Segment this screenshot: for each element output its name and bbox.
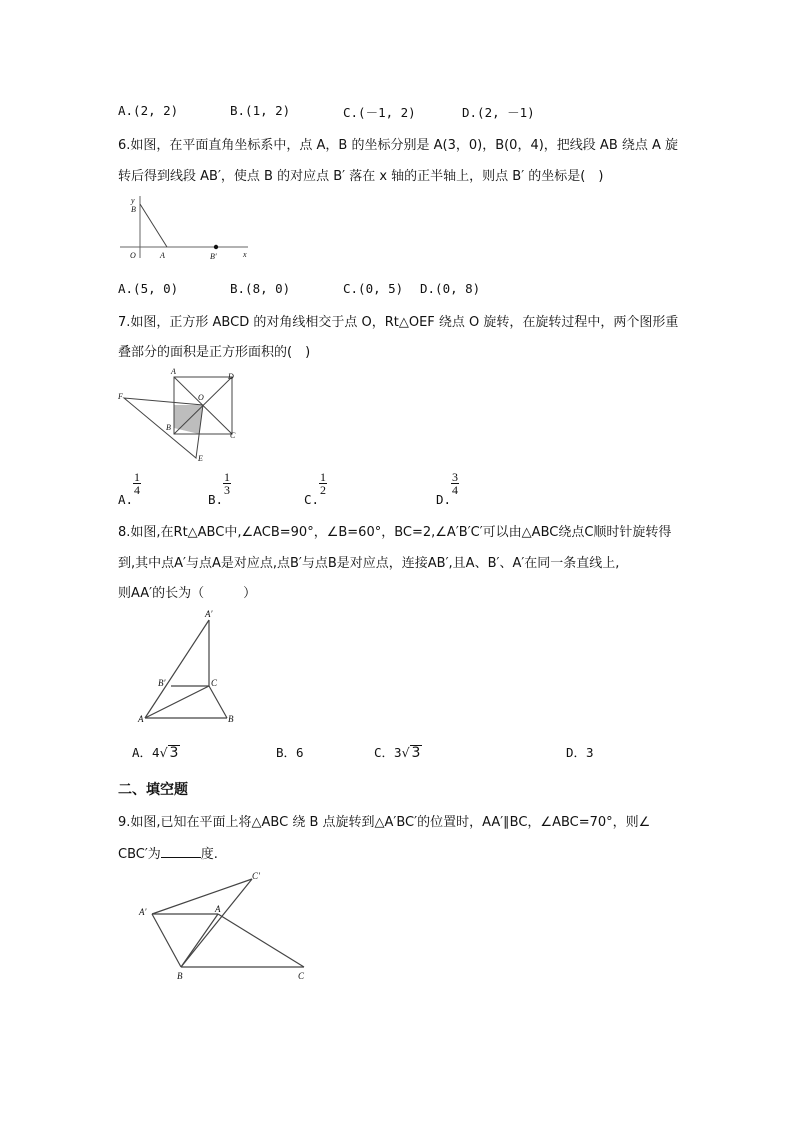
q8-label-a: A [138,714,144,724]
q9-segment-a-c [218,914,304,967]
q9-segment-aprime-cprime [152,879,252,914]
q7-option-b-fraction: $\frac{1}{3}$ [224,470,230,497]
q7-text-line1: 7.如图，正方形 ABCD 的对角线相交于点 O，Rt△OEF 绕点 O 旋转，在旋转过程中，两个图形重 [118,315,679,330]
q6-label-a: A [160,251,165,260]
q7-option-a-letter: A. [118,492,134,507]
q6-label-bprime: B′ [210,252,217,261]
q8-segment-a-aprime [145,620,209,718]
q7-text-line2: 叠部分的面积是正方形面积的( ) [118,345,311,360]
q6-segment-ab [140,204,167,247]
q7-label-c: C [230,431,236,440]
q8-segment-c-b [209,686,227,718]
section-title-fill-in: 二、填空题 [118,782,188,798]
q7-option-c-fraction: $\frac{1}{2}$ [320,470,326,497]
q6-label-o: O [130,251,136,260]
q7-diagonal-ac [174,377,232,434]
q7-square-abcd [174,377,232,434]
q7-triangle-oef [124,398,203,458]
q8-label-aprime: A′ [205,609,213,619]
q6-text-line1: 6.如图，在平面直角坐标系中，点 A，B 的坐标分别是 A(3，0)，B(0，4)，把线段 AB 绕点 A 旋 [118,138,679,153]
q7-option-d-letter: D. [436,492,452,507]
q8-text-line2: 到,其中点A′与点A是对应点,点B′与点B是对应点，连接AB′,且A、B′、A′在同一条直线上, [118,556,620,571]
q8-label-bprime: B′ [158,678,166,688]
q9-label-b: B [177,971,183,981]
q7-label-o: O [198,393,204,402]
q5-option-c: C.(－1, 2) [343,105,416,120]
q8-text-line1: 8.如图,在Rt△ABC中,∠ACB=90°，∠B=60°，BC=2,∠A′B′C′可以由△ABC绕点C顺时针旋转得 [118,525,672,540]
q7-label-f: F [118,392,123,401]
q9-answer-blank[interactable] [161,845,201,858]
q7-diagonal-bd [174,377,232,434]
q8-label-b: B [228,714,234,724]
q6-option-d: D.(0, 8) [420,281,481,296]
q7-option-c-letter: C. [304,492,320,507]
q9-segment-aprime-b [152,914,181,967]
q8-segment-a-c [145,686,209,718]
q9-label-cprime: C′ [252,871,260,881]
q8-text-line3: 则AA′的长为（ ） [118,586,257,601]
q7-label-e: E [198,454,203,463]
q8-option-c: C．3√ 3 [374,745,421,761]
q6-text-line2: 转后得到线段 AB′，使点 B 的对应点 B′ 落在 x 轴的正半轴上，则点 B′ 的坐标是( ) [118,169,604,184]
q5-option-d: D.(2, －1) [462,105,535,120]
q5-option-b: B.(1, 2) [230,103,291,118]
q7-label-a: A [171,367,176,376]
q9-label-aprime: A′ [139,907,147,917]
q7-option-b-letter: B. [208,492,224,507]
q8-option-a: A．4√ 3 [132,745,179,761]
q7-label-d: D [228,372,234,381]
q9-label-a: A [215,904,221,914]
q6-point-bprime [214,245,218,249]
q7-overlap-shade [174,405,203,434]
q9-segment-cprime-b [181,879,252,967]
q9-text-line1: 9.如图,已知在平面上将△ABC 绕 B 点旋转到△A′BC′的位置时，AA′∥BC，∠ABC=70°，则∠ [118,815,651,830]
q8-label-c: C [211,678,218,688]
q8-option-d: D．3 [566,745,594,760]
q6-option-b: B.(8, 0) [230,281,291,296]
q6-option-a: A.(5, 0) [118,281,179,296]
q6-label-y: y [131,196,135,205]
q6-label-b: B [131,205,136,214]
q6-option-c: C.(0, 5) [343,281,404,296]
q5-option-a: A.(2, 2) [118,103,179,118]
q9-segment-a-b [181,914,218,967]
q9-text-line2: CBC′为 度. [118,847,218,862]
q7-option-d-fraction: $\frac{3}{4}$ [452,470,458,497]
q7-label-b: B [166,423,171,432]
q7-option-a-fraction: $\frac{1}{4}$ [134,470,140,497]
q6-label-x: x [243,250,247,259]
q9-label-c: C [298,971,305,981]
q8-option-b: B．6 [276,745,304,760]
